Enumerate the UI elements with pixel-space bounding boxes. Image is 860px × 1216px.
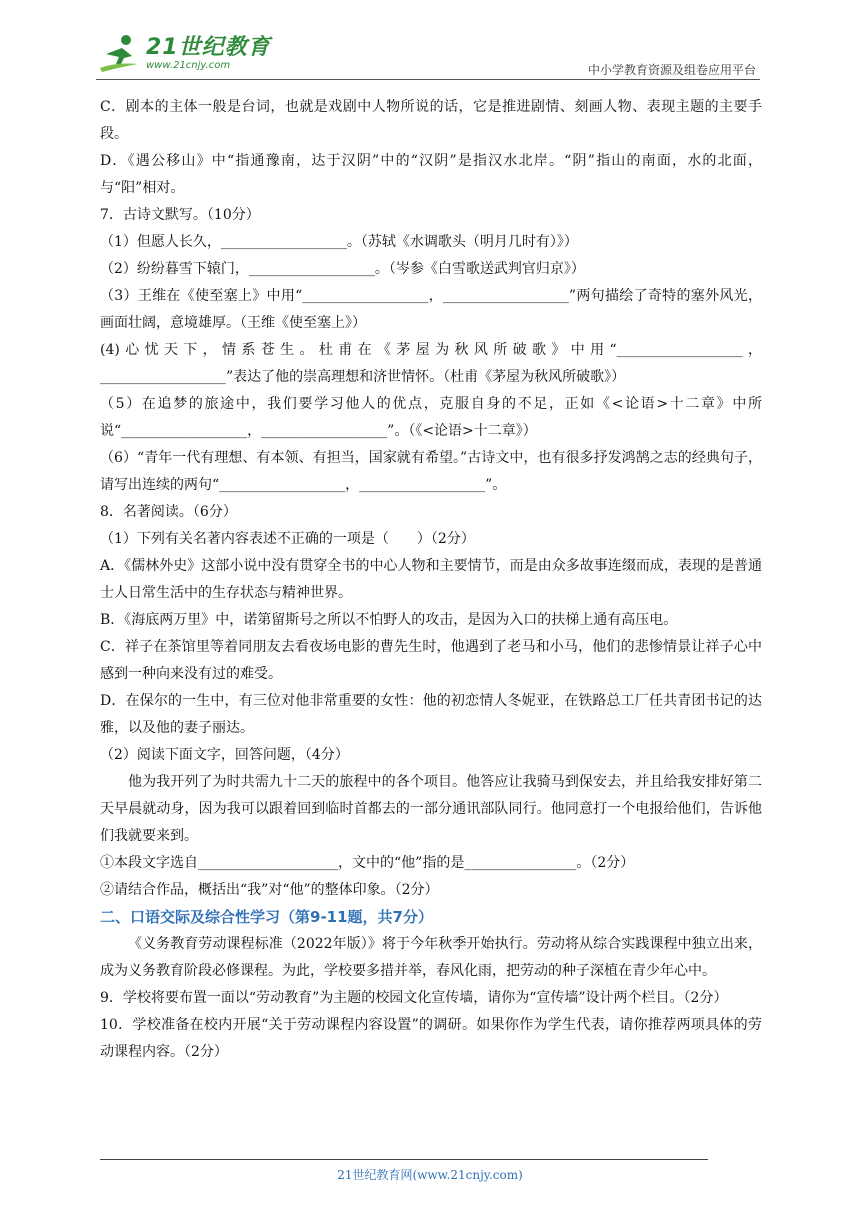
runner-logo-icon: [96, 34, 142, 74]
option-d: D．《遇公移山》中“指通豫南，达于汉阴”中的“汉阴”是指汉水北岸。“阴”指山的南面，水的北面，与“阳”相对。: [100, 153, 762, 196]
exam-content: [100, 94, 762, 1066]
logo-url: www.21cnjy.com: [146, 60, 231, 71]
brand-logo: [96, 34, 271, 74]
q8-option-d: D．在保尔的一生中，有三位对他非常重要的女性：他的初恋情人冬妮亚，在铁路总工厂任共青团书记的达雅，以及他的妻子丽达。: [100, 693, 762, 736]
q7-item-1: （1）但愿人长久，__________________。（苏轼《水调歌头（明月几时有）》）: [100, 234, 578, 250]
option-c: C．剧本的主体一般是台词，也就是戏剧中人物所说的话，它是推进剧情、刻画人物、表现主题的主要手段。: [100, 99, 762, 142]
q7-item-3: （3）王维在《使至塞上》中用“__________________，__________________”两句描绘了奇特的塞外风光，画面壮阔，意境雄厚。（王维《使至塞上》）: [100, 288, 762, 331]
q7-item-6: （6）“青年一代有理想、有本领、有担当，国家就有希望。”古诗文中，也有很多抒发鸿鹄之志的经典句子，请写出连续的两句“__________________，__________________”。: [100, 450, 762, 493]
reading-passage: 他为我开列了为时共需九十二天的旅程中的各个项目。他答应让我骑马到保安去，并且给我安排好第二天早晨就动身，因为我可以跟着回到临时首都去的一部分通讯部队同行。他同意打一个电报给他们，告诉他们我就要来到。: [100, 774, 762, 844]
footer-divider: [100, 1159, 708, 1160]
header-divider: [96, 79, 760, 80]
q8-sub-1: ①本段文字选自____________________，文中的“他”指的是________________。（2分）: [100, 855, 635, 871]
section-2-intro: 《义务教育劳动课程标准（2022年版）》将于今年秋季开始执行。劳动将从综合实践课程中独立出来，成为义务教育阶段必修课程。为此，学校要多措并举，春风化雨，把劳动的种子深植在青少年心中。: [100, 936, 762, 979]
q8-part-2: （2）阅读下面文字，回答问题，（4分）: [100, 747, 349, 763]
page-header: [96, 34, 760, 78]
question-10: 10．学校准备在校内开展“关于劳动课程内容设置”的调研。如果你作为学生代表，请你推荐两项具体的劳动课程内容。（2分）: [100, 1017, 762, 1060]
q7-item-5: （5）在追梦的旅途中，我们要学习他人的优点，克服自身的不足，正如《<论语>十二章》中所说“__________________，__________________”。（《<论语>十二章》）: [100, 396, 762, 439]
q8-sub-2: ②请结合作品，概括出“我”对“他”的整体印象。（2分）: [100, 882, 439, 898]
q7-item-4: (4)心忧天下，情系苍生。杜甫在《茅屋为秋风所破歌》中用“__________________，__________________”表达了他的崇高理想和济世情怀。（杜甫《茅屋为秋风所破歌》）: [100, 342, 762, 385]
q7-item-2: （2）纷纷暮雪下辕门，__________________。（岑参《白雪歌送武判官归京》）: [100, 261, 585, 277]
q8-part-1: （1）下列有关名著内容表述不正确的一项是（ ）（2分）: [100, 531, 475, 547]
question-8: 8．名著阅读。（6分）: [100, 504, 237, 520]
page-footer: 21世纪教育网(www.21cnjy.com): [337, 1168, 523, 1182]
platform-name: 中小学教育资源及组卷应用平台: [587, 63, 756, 77]
question-9: 9．学校将要布置一面以“劳动教育”为主题的校园文化宣传墙，请你为“宣传墙”设计两个栏目。（2分）: [100, 990, 728, 1006]
question-7: 7．古诗文默写。（10分）: [100, 207, 260, 223]
q8-option-c: C．祥子在茶馆里等着同朋友去看夜场电影的曹先生时，他遇到了老马和小马，他们的悲惨情景让祥子心中感到一种向来没有过的难受。: [100, 639, 762, 682]
q8-option-b: B．《海底两万里》中，诺第留斯号之所以不怕野人的攻击，是因为入口的扶梯上通有高压电。: [100, 612, 678, 628]
q8-option-a: A．《儒林外史》这部小说中没有贯穿全书的中心人物和主要情节，而是由众多故事连缀而成，表现的是普通士人日常生活中的生存状态与精神世界。: [100, 558, 762, 601]
logo-title: 21世纪教育: [146, 35, 271, 60]
section-2-title: 二、口语交际及综合性学习（第9-11题，共7分）: [100, 908, 433, 926]
